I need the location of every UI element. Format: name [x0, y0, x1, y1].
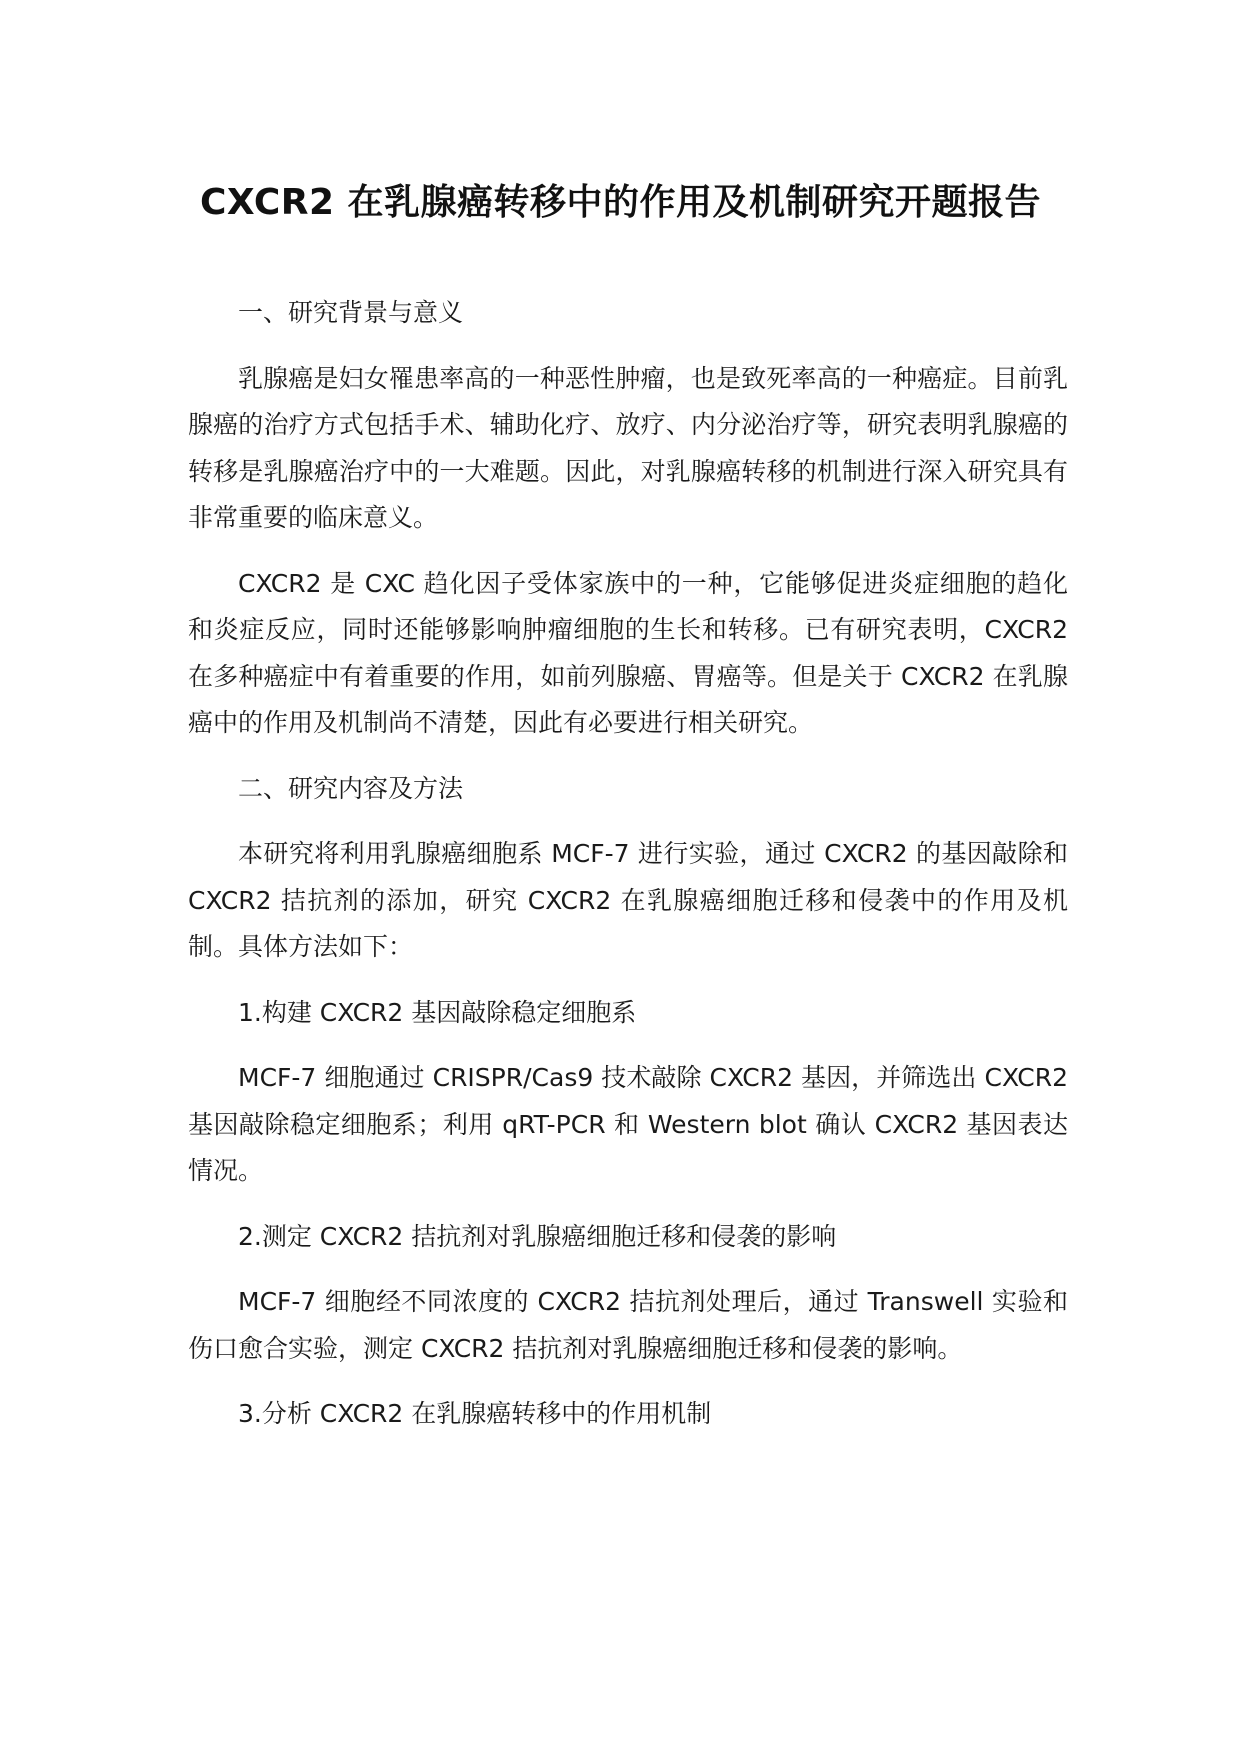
paragraph-methods-intro: 本研究将利用乳腺癌细胞系 MCF-7 进行实验，通过 CXCR2 的基因敲除和 CXCR2 拮抗剂的添加，研究 CXCR2 在乳腺癌细胞迁移和侵袭中的作用及机制。具体方法如下：	[188, 839, 1068, 961]
paragraph-background-1: 乳腺癌是妇女罹患率高的一种恶性肿瘤，也是致死率高的一种癌症。目前乳腺癌的治疗方式包括手术、辅助化疗、放疗、内分泌治疗等，研究表明乳腺癌的转移是乳腺癌治疗中的一大难题。因此，对乳腺癌转移的机制进行深入研究具有非常重要的临床意义。	[188, 363, 1068, 532]
section-heading-background: 一、研究背景与意义	[238, 298, 464, 327]
document-title: CXCR2 在乳腺癌转移中的作用及机制研究开题报告	[199, 182, 1042, 223]
subheading-method-1: 1.构建 CXCR2 基因敲除稳定细胞系	[238, 997, 637, 1027]
paragraph-method-2: MCF-7 细胞经不同浓度的 CXCR2 拮抗剂处理后，通过 Transwell 实验和伤口愈合实验，测定 CXCR2 拮抗剂对乳腺癌细胞迁移和侵袭的影响。	[188, 1287, 1068, 1363]
document-body	[188, 290, 1068, 1457]
section-heading-methods: 二、研究内容及方法	[238, 773, 464, 803]
paragraph-background-2: CXCR2 是 CXC 趋化因子受体家族中的一种，它能够促进炎症细胞的趋化和炎症反应，同时还能够影响肿瘤细胞的生长和转移。已有研究表明，CXCR2 在多种癌症中有着重要的作用，如前列腺癌、胃癌等。但是关于 CXCR2 在乳腺癌中的作用及机制尚不清楚，因此有必要进行相关研究。	[188, 568, 1068, 737]
subheading-method-3: 3.分析 CXCR2 在乳腺癌转移中的作用机制	[238, 1399, 712, 1428]
subheading-method-2: 2.测定 CXCR2 拮抗剂对乳腺癌细胞迁移和侵袭的影响	[238, 1221, 837, 1251]
paragraph-method-1: MCF-7 细胞通过 CRISPR/Cas9 技术敲除 CXCR2 基因，并筛选出 CXCR2 基因敲除稳定细胞系；利用 qRT-PCR 和 Western blot 确认 CXCR2 基因表达情况。	[188, 1063, 1068, 1185]
